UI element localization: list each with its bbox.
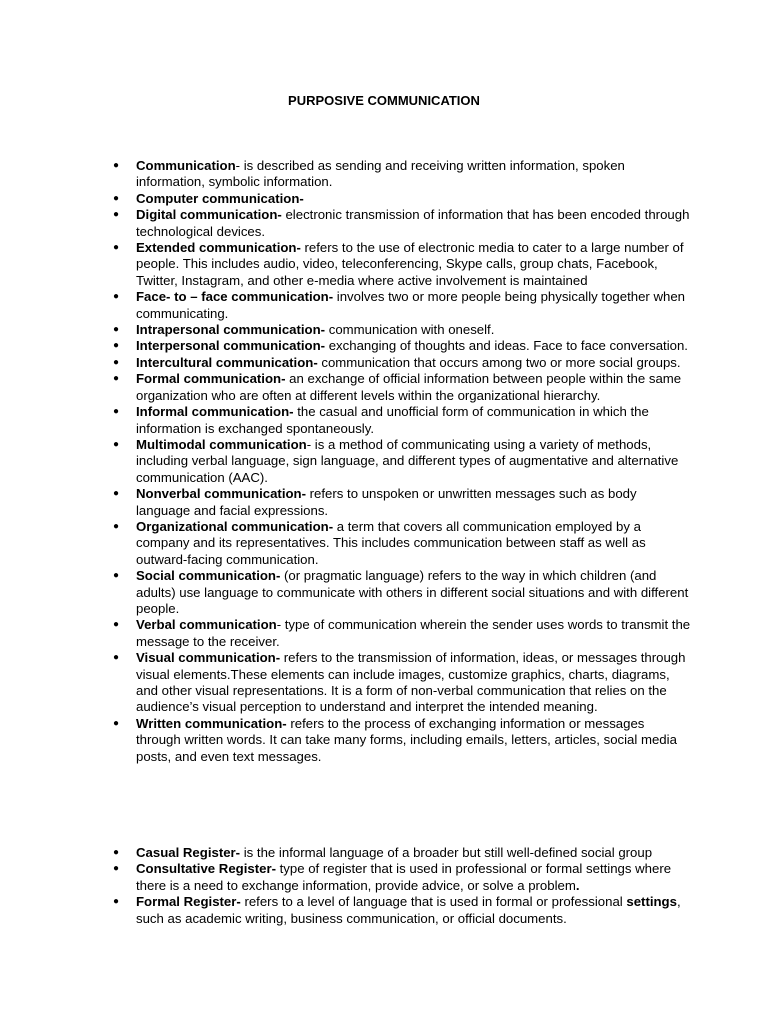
list-item xyxy=(113,207,691,240)
list-item xyxy=(113,436,691,486)
term-definition: is the informal language of a broader but still well-defined social group xyxy=(240,845,653,860)
term-label: Interpersonal communication- xyxy=(136,338,326,354)
term-label: Written communication- xyxy=(136,715,287,731)
term-definition: refers to the transmission of information, ideas, or messages through visual elements.These elements can include images, customize graphics, charts, diagrams, and other visual representations. It is a form of non-verbal communication that relies on the audience’s visual perception to understand and interpret the intended meaning. xyxy=(136,650,686,715)
term-label: Informal communication- xyxy=(136,404,294,420)
term-label: Communication xyxy=(136,158,236,173)
bullet-icon: ● xyxy=(113,340,120,352)
bullet-icon: ● xyxy=(113,438,120,450)
bullet-icon: ● xyxy=(113,896,120,908)
term-definition: refers to the use of electronic media to cater to a large number of people. This includes audio, video, teleconferencing, Skype calls, group chats, Facebook, Twitter, Instagram, and other e-media where active involvement is maintained xyxy=(136,240,684,288)
term-definition-end: . xyxy=(575,877,580,893)
term-label: Computer communication- xyxy=(136,190,304,206)
term-label: Visual communication- xyxy=(136,650,281,666)
list-item xyxy=(113,617,691,650)
bullet-icon: ● xyxy=(113,619,120,631)
list-item xyxy=(113,894,691,927)
term-label: Organizational communication- xyxy=(136,518,334,534)
term-definition: a term that covers all communication employed by a company and its representatives. This includes communication between staff as well as outward-facing communication. xyxy=(136,518,646,567)
term-definition: - is described as sending and receiving written information, spoken information, symbolic information. xyxy=(136,158,625,190)
term-label: Extended communication- xyxy=(136,240,301,256)
bullet-icon: ● xyxy=(113,356,120,368)
bullet-icon: ● xyxy=(113,570,120,582)
list-item xyxy=(113,568,691,617)
term-label: Nonverbal communication- xyxy=(136,486,306,502)
term-definition: an exchange of official information between people within the same organization who are often at different levels within the organizational hierarchy. xyxy=(136,371,682,403)
bullet-icon: ● xyxy=(113,324,120,336)
term-definition: - is a method of communicating using a variety of methods, including verbal language, sign language, and different types of augmentative and alternative communication (AAC). xyxy=(136,436,679,485)
term-definition: refers to unspoken or unwritten messages such as body language and facial expressions. xyxy=(136,486,637,518)
bullet-icon: ● xyxy=(113,209,120,221)
list-item xyxy=(113,861,691,894)
term-definition: refers to the process of exchanging information or messages through written words. It can take many forms, including emails, letters, articles, social media posts, and even text messages. xyxy=(136,715,677,764)
term-label: Consultative Register- xyxy=(136,861,276,877)
term-label: Digital communication- xyxy=(136,207,282,223)
term-definition: involves two or more people being physically together when communicating. xyxy=(136,289,685,321)
list-item xyxy=(113,486,691,519)
list-item xyxy=(113,715,691,765)
term-definition: communication that occurs among two or more social groups. xyxy=(317,354,681,370)
bullet-icon: ● xyxy=(113,406,120,418)
bullet-icon: ● xyxy=(113,488,120,500)
term-label: Intrapersonal communication- xyxy=(136,322,326,338)
list-item xyxy=(113,322,691,338)
term-label: Casual Register- xyxy=(136,845,241,860)
bullet-icon: ● xyxy=(113,520,120,532)
list-item xyxy=(113,518,691,568)
term-definition: - type of communication wherein the sender uses words to transmit the message to the receiver. xyxy=(136,617,691,649)
list-item xyxy=(113,650,691,716)
bullet-icon: ● xyxy=(113,242,120,254)
term-label: Social communication- xyxy=(136,568,281,584)
bullet-icon: ● xyxy=(113,160,120,171)
bullet-icon: ● xyxy=(113,373,120,385)
term-label: Face- to – face communication- xyxy=(136,289,334,305)
term-label: Verbal communication xyxy=(136,617,277,633)
term-label: Formal Register- xyxy=(136,894,241,910)
definitions-list xyxy=(113,158,691,765)
term-label: Formal communication- xyxy=(136,371,286,387)
bullet-icon: ● xyxy=(113,291,120,303)
page-title: PURPOSIVE COMMUNICATION xyxy=(288,93,480,108)
list-item xyxy=(113,371,691,404)
term-definition: type of register that is used in professional or formal settings where there is a need to exchange information, provide advice, or solve a problem xyxy=(136,861,672,893)
list-item xyxy=(113,338,691,354)
term-definition: communication with oneself. xyxy=(325,322,495,338)
bullet-icon: ● xyxy=(113,863,120,875)
term-label: Intercultural communication- xyxy=(136,354,318,370)
list-item xyxy=(113,404,691,437)
term-definition: exchanging of thoughts and ideas. Face to face conversation. xyxy=(325,338,688,354)
bullet-icon: ● xyxy=(113,847,120,858)
list-item xyxy=(113,190,691,207)
term-definition: (or pragmatic language) refers to the way in which children (and adults) use language to communicate with others in different social situations and with different people. xyxy=(136,568,689,616)
bullet-icon: ● xyxy=(113,192,120,204)
list-item xyxy=(113,240,691,289)
term-definition: refers to a level of language that is used in formal or professional xyxy=(240,894,627,910)
term-definition-emphasis: settings xyxy=(626,894,677,910)
term-definition: electronic transmission of information that has been encoded through technological devices. xyxy=(136,207,690,239)
registers-list xyxy=(113,845,691,927)
bullet-icon: ● xyxy=(113,652,120,664)
term-definition: the casual and unofficial form of communication in which the information is exchanged spontaneously. xyxy=(136,404,649,436)
list-item xyxy=(113,158,691,191)
list-item xyxy=(113,289,691,322)
term-definition-end: , such as academic writing, business communication, or official documents. xyxy=(136,894,681,926)
list-item xyxy=(113,845,691,861)
bullet-icon: ● xyxy=(113,717,120,729)
term-label: Multimodal communication xyxy=(136,436,307,452)
list-item xyxy=(113,354,691,371)
